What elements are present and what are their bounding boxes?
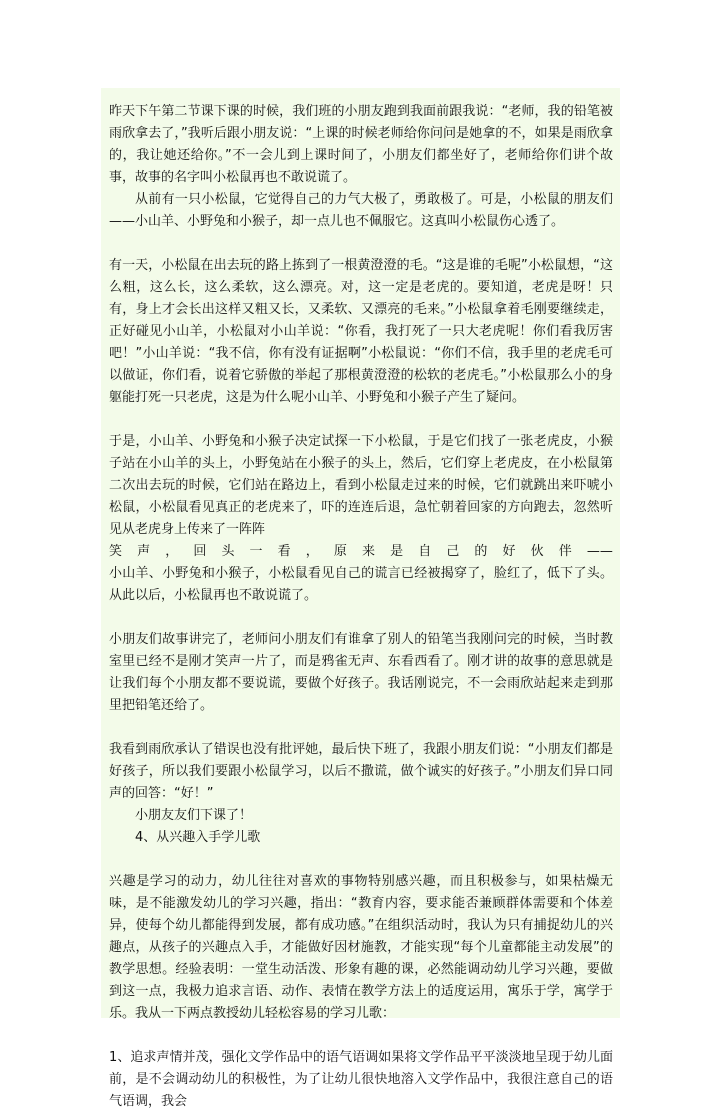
paragraph-story-intro: 从前有一只小松鼠，它觉得自己的力气大极了，勇敢极了。可是，小松鼠的朋友们——小山羊、小野兔和小猴子，却一点儿也不佩服它。这真叫小松鼠伤心透了。 (109, 192, 613, 229)
paragraph-teacher-response: 我看到雨欣承认了错误也没有批评她，最后快下班了，我跟小朋友们说：“小朋友们都是好孩子，所以我们要跟小松鼠学习，以后不撒谎，做个诚实的好孩子。”小朋友们异口同声的回答：“好！” (109, 742, 613, 801)
paragraph-tone-intonation: 1、追求声情并茂，强化文学作品中的语气语调如果将文学作品平平淡淡地呈现于幼儿面前，是不会调动幼儿的积极性，为了让幼儿很快地溶入文学作品中，我很注意自己的语气语调，我会 (109, 1050, 613, 1109)
paragraph-interest-learning: 兴趣是学习的动力，幼儿往往对喜欢的事物特别感兴趣，而且积极参与，如果枯燥无味，是不能激发幼儿的学习兴趣，指出：“教育内容，要求能否兼顾群体需要和个体差异，使每个幼儿都能得到发展，都有成功感。”在组织活动时，我认为只有捕捉幼儿的兴趣点，从孩子的兴趣点入手，才能做好因材施教，才能实现“每个儿童都能主动发展”的教学思想。经验表明：一堂生动活泼、形象有趣的课，必然能调动幼儿学习兴趣，要做到这一点，我极力追求言语、动作、表情在教学方法上的适度运用，寓乐于学，寓学于乐。我从一下两点教授幼儿轻松容易的学习儿歌： (109, 874, 613, 1021)
spread-char: 的 (474, 544, 488, 559)
paragraph-story-tiger-skin (109, 431, 613, 607)
document-page (101, 88, 620, 1109)
spread-char: 伙 (530, 544, 544, 559)
paragraph-story-conclusion: 小朋友们故事讲完了，老师问小朋友们有谁拿了别人的铅笔当我刚问完的时候，当时教室里已经不是刚才笑声一片了，而是鸦雀无声、东看西看了。刚才讲的故事的意思就是让我们每个小朋友都不要说谎，要做个好孩子。我话刚说完，不一会雨欣站起来走到那里把铅笔还给了。 (109, 632, 613, 713)
spread-char: 己 (446, 544, 460, 559)
spread-char: —— (586, 544, 613, 559)
spread-char: 声 (137, 544, 151, 559)
document-content (109, 101, 613, 1113)
paragraph-homework-incident: 昨天下午第二节课下课的时候，我们班的小朋友跑到我面前跟我说：“老师，我的铅笔被雨欣拿去了，”我听后跟小朋友说：“上课的时候老师给你问问是她拿的不，如果是雨欣拿的，我让她还给你。”不一会儿到上课时间了，小朋友们都坐好了，老师给你们讲个故事，故事的名字叫小松鼠再也不敢说谎了。 (109, 104, 613, 185)
spread-char: 头 (221, 544, 235, 559)
section-heading: 4、从兴趣入手学儿歌 (135, 830, 261, 845)
spread-char: 回 (193, 544, 207, 559)
spread-char: 自 (418, 544, 432, 559)
paragraph-class-dismissed: 小朋友友们下课了！ (135, 808, 253, 823)
spread-text-line (109, 541, 613, 563)
spread-char: 来 (361, 544, 375, 559)
paragraph-story-tiger-skin-part1: 于是，小山羊、小野兔和小猴子决定试探一下小松鼠，于是它们找了一张老虎皮，小猴子站在小山羊的头上，小野兔站在小猴子的头上，然后，它们穿上老虎皮，在小松鼠第二次出去玩的时候，它们站在路边上，看到小松鼠走过来的时候，它们就跳出来吓唬小松鼠，小松鼠看见真正的老虎来了，吓的连连后退，急忙朝着回家的方向跑去，忽然听见从老虎身上传来了一阵阵 (109, 434, 613, 537)
paragraph-story-tiger-hair: 有一天，小松鼠在出去玩的路上拣到了一根黄澄澄的毛。“这是谁的毛呢”小松鼠想，“这么粗，这么长，这么柔软，这么漂亮。对，这一定是老虎的。要知道，老虎是呀！只有，身上才会长出这样又粗又长，又柔软、又漂亮的毛来。”小松鼠拿着毛刚要继续走，正好碰见小山羊，小松鼠对小山羊说：“你看，我打死了一只大老虎呢！你们看我厉害吧！”小山羊说：“我不信，你有没有证据啊”小松鼠说：“你们不信，我手里的老虎毛可以做证，你们看，说着它骄傲的举起了那根黄澄澄的松软的老虎毛。”小松鼠那么小的身躯能打死一只老虎，这是为什么呢小山羊、小野兔和小猴子产生了疑问。 (109, 258, 613, 405)
spread-char: 伴 (558, 544, 572, 559)
spread-char: 好 (502, 544, 516, 559)
spread-char: 笑 (109, 544, 123, 559)
spread-char: 原 (333, 544, 347, 559)
spread-char: ， (165, 544, 179, 559)
spread-char: 是 (390, 544, 404, 559)
spread-char: 看 (277, 544, 291, 559)
paragraph-story-tiger-skin-part2: 小山羊、小野兔和小猴子，小松鼠看见自己的谎言已经被揭穿了，脸红了，低下了头。从此以后，小松鼠再也不敢说谎了。 (109, 566, 613, 603)
spread-char: 一 (249, 544, 263, 559)
spread-char: ， (305, 544, 319, 559)
